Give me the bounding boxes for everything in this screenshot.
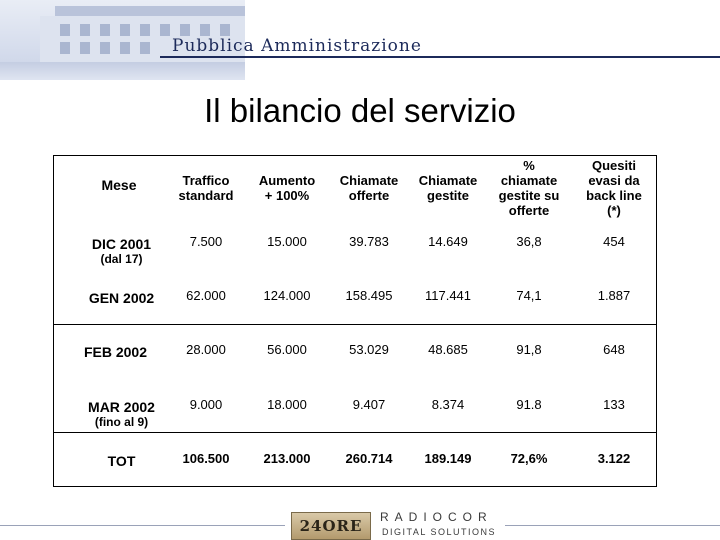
row-label-month: FEB 2002 — [83, 344, 148, 360]
table-cell: 158.495 — [345, 288, 393, 303]
row-label-note: (fino al 9) — [94, 415, 149, 429]
table-cell: 454 — [603, 234, 625, 249]
table-cell: 91.8 — [516, 397, 542, 412]
table-cell: 15.000 — [267, 234, 307, 249]
table-cell: 7.500 — [189, 234, 223, 249]
table-cell: 117.441 — [424, 288, 472, 303]
footer-divider — [0, 525, 285, 526]
table-cell: 18.000 — [267, 397, 307, 412]
table-cell: 39.783 — [349, 234, 389, 249]
header-divider — [160, 56, 720, 58]
table-cell: 48.685 — [428, 342, 468, 357]
table-cell: 1.887 — [597, 288, 631, 303]
footer-divider — [505, 525, 720, 526]
company-name: RADIOCOR — [380, 510, 493, 524]
table-cell: 133 — [603, 397, 625, 412]
table-cell: 9.407 — [352, 397, 386, 412]
row-divider — [54, 324, 656, 325]
column-header-quesiti: Quesiti evasi da back line (*) — [586, 158, 642, 218]
row-divider — [54, 432, 656, 433]
table-cell: 36,8 — [516, 234, 542, 249]
brand-title: Pubblica Amministrazione — [172, 36, 422, 56]
row-label-month: GEN 2002 — [88, 290, 155, 306]
row-label-total: TOT — [107, 453, 136, 469]
total-cell: 189.149 — [424, 451, 472, 466]
table-cell: 56.000 — [267, 342, 307, 357]
total-cell: 106.500 — [182, 451, 230, 466]
table-cell: 91,8 — [516, 342, 542, 357]
total-cell: 213.000 — [263, 451, 311, 466]
table-cell: 53.029 — [349, 342, 389, 357]
header-band — [0, 0, 720, 80]
row-label-month: DIC 2001 — [91, 236, 152, 252]
sole24ore-logo: 24ORE — [291, 512, 371, 540]
column-header-chiamate-offerte: Chiamate offerte — [339, 173, 399, 203]
row-label-month: MAR 2002 — [88, 399, 155, 415]
table-cell: 14.649 — [428, 234, 468, 249]
page-title: Il bilancio del servizio — [204, 92, 516, 129]
total-cell: 260.714 — [345, 451, 393, 466]
total-cell: 72,6% — [510, 451, 548, 466]
table-cell: 62.000 — [186, 288, 226, 303]
data-table — [53, 155, 657, 487]
table-cell: 8.374 — [431, 397, 465, 412]
column-header-traffico: Traffico standard — [178, 173, 234, 203]
column-header-percent-gestite: % chiamate gestite su offerte — [498, 158, 560, 218]
column-header-aumento: Aumento + 100% — [258, 173, 316, 203]
table-cell: 74,1 — [516, 288, 542, 303]
column-header-chiamate-gestite: Chiamate gestite — [418, 173, 478, 203]
row-label-note: (dal 17) — [100, 252, 143, 266]
table-cell: 648 — [603, 342, 625, 357]
table-cell: 124.000 — [263, 288, 311, 303]
table-cell: 9.000 — [189, 397, 223, 412]
table-cell: 28.000 — [186, 342, 226, 357]
company-division: DIGITAL SOLUTIONS — [382, 527, 497, 537]
column-header-mese: Mese — [101, 177, 137, 193]
total-cell: 3.122 — [597, 451, 631, 466]
